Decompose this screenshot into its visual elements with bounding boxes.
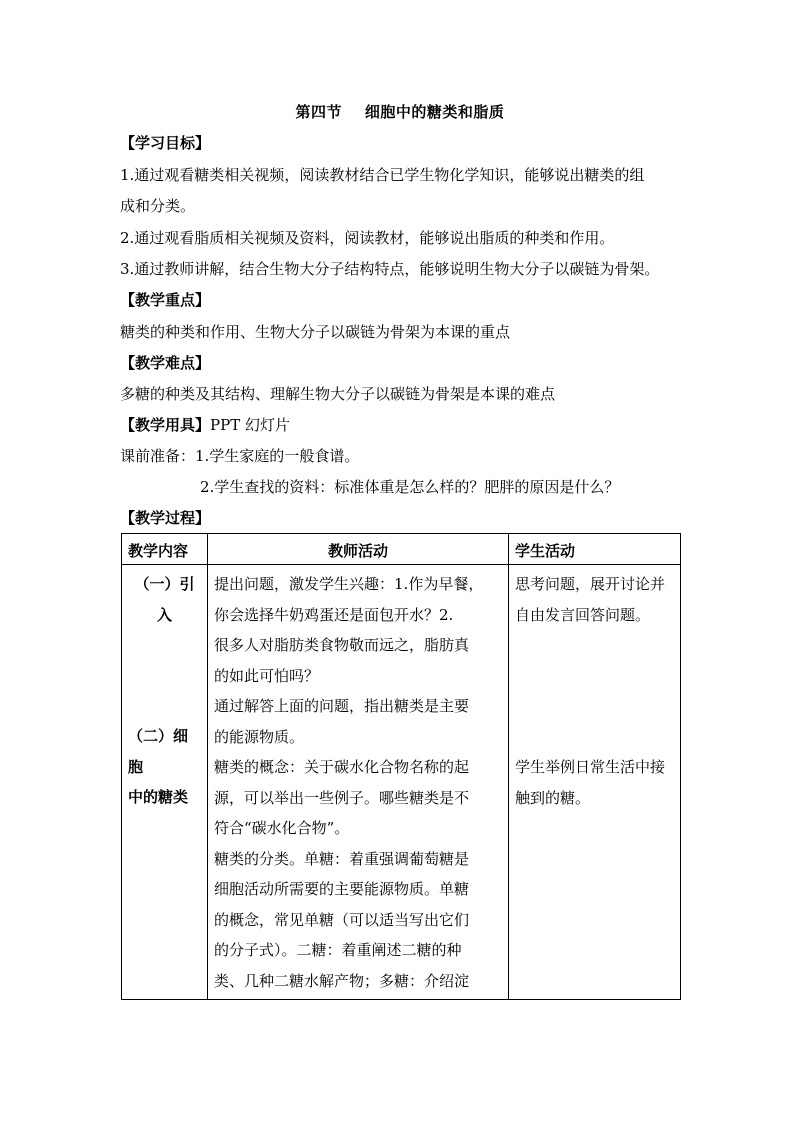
objective-1-line-2: 成和分类。 [120, 197, 196, 215]
teacher-line: 的概念，常见单糖（可以适当写出它们 [214, 910, 470, 929]
teaching-process-table [121, 533, 681, 1000]
header-student: 学生活动 [509, 534, 681, 565]
student-line: 学生举例日常生活中接 [515, 758, 666, 776]
difficulties-heading: 【教学难点】 [120, 354, 211, 372]
process-heading: 【教学过程】 [120, 509, 211, 527]
objectives-heading: 【学习目标】 [120, 134, 211, 152]
teacher-line: 细胞活动所需要的主要能源物质。单糖 [214, 880, 470, 898]
teacher-line: 你会选择牛奶鸡蛋还是面包开水？2. [214, 605, 454, 624]
teacher-line: 的如此可怕吗？ [214, 666, 320, 685]
teacher-line: 的能源物质。 [214, 727, 305, 746]
key-points-text: 糖类的种类和作用、生物大分子以碳链为骨架为本课的重点 [120, 323, 511, 341]
content-item-sugar-line-1: （二）细胞 [128, 727, 189, 776]
objective-3: 3.通过教师讲解，结合生物大分子结构特点，能够说明生物大分子以碳链为骨架。 [120, 260, 660, 278]
teacher-line: 糖类的分类。单糖：着重强调葡萄糖是 [214, 849, 470, 868]
content-cell [122, 565, 208, 1000]
objective-2: 2.通过观看脂质相关视频及资料，阅读教材，能够说出脂质的种类和作用。 [120, 229, 615, 247]
teacher-line: 很多人对脂肪类食物敬而远之，脂肪真 [214, 636, 470, 654]
header-content: 教学内容 [122, 534, 208, 565]
table-row [122, 565, 681, 1000]
content-item-sugar-line-2: 中的糖类 [128, 788, 189, 806]
teacher-line: 类、几种二糖水解产物；多糖：介绍淀 [214, 971, 470, 990]
student-line: 触到的糖。 [515, 788, 591, 807]
preparation-line-2: 2.学生查找的资料：标准体重是怎么样的？肥胖的原因是什么？ [200, 478, 620, 496]
content-spacer [128, 630, 201, 721]
teacher-line: 通过解答上面的问题，指出糖类是主要 [214, 697, 470, 715]
teacher-line: 糖类的概念：关于碳水化合物名称的起 [214, 758, 470, 776]
header-teacher: 教师活动 [208, 534, 509, 565]
student-spacer [515, 630, 674, 752]
tools-line [120, 415, 682, 435]
student-line: 思考问题，展开讨论并 [515, 575, 666, 593]
key-points-heading: 【教学重点】 [120, 291, 211, 309]
student-cell [509, 565, 681, 1000]
content-item-intro: （一）引入 [134, 575, 195, 624]
student-line: 自由发言回答问题。 [515, 605, 651, 624]
teacher-line: 源，可以举出一些例子。哪些糖类是不 [214, 788, 470, 807]
teacher-line: 提出问题，激发学生兴趣：1.作为早餐， [214, 575, 484, 593]
teacher-line: 的分子式）。二糖：着重阐述二糖的种 [214, 941, 462, 959]
tools-heading: 【教学用具】 [120, 416, 211, 434]
tools-text: PPT 幻灯片 [210, 416, 290, 434]
preparation-line-1: 课前准备：1.学生家庭的一般食谱。 [120, 447, 360, 465]
difficulties-text: 多糖的种类及其结构、理解生物大分子以碳链为骨架是本课的难点 [120, 385, 556, 403]
teacher-cell [208, 565, 509, 1000]
objective-1-line-1: 1.通过观看糖类相关视频，阅读教材结合已学生物化学知识，能够说出糖类的组 [120, 166, 645, 184]
table-header-row [122, 534, 681, 565]
page-title: 第四节 细胞中的糖类和脂质 [295, 103, 505, 121]
teacher-line: 符合“碳水化合物”。 [214, 819, 350, 837]
